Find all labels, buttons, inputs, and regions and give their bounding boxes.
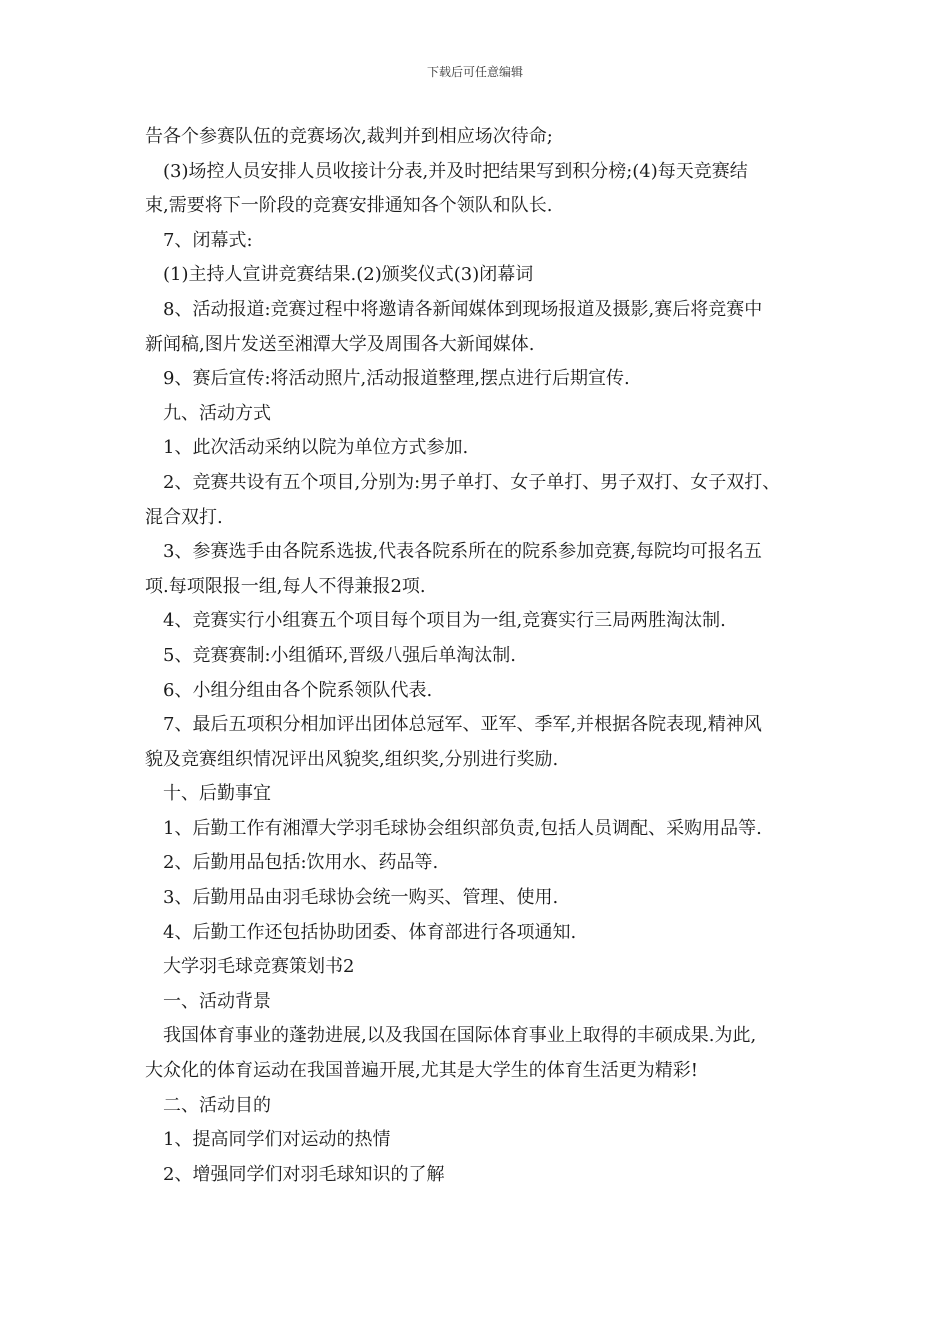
text-line: 混合双打.: [145, 506, 223, 528]
text-line: 1、此次活动采纳以院为单位方式参加.: [163, 437, 469, 459]
text-line: 3、后勤用品由羽毛球协会统一购买、管理、使用.: [163, 887, 559, 909]
text-line: 告各个参赛队伍的竞赛场次,裁判并到相应场次待命;: [145, 126, 553, 147]
text-line: 我国体育事业的蓬勃进展,以及我国在国际体育事业上取得的丰硕成果.为此,: [163, 1025, 757, 1047]
document-body: [145, 120, 825, 1192]
text-line: 5、竞赛赛制:小组循环,晋级八强后单淘汰制.: [163, 644, 516, 666]
text-line: 7、最后五项积分相加评出团体总冠军、亚军、季军,并根据各院表现,精神风: [163, 714, 762, 736]
text-line: 9、赛后宣传:将活动照片,活动报道整理,摆点进行后期宣传.: [163, 368, 630, 390]
text-line: 新闻稿,图片发送至湘潭大学及周围各大新闻媒体.: [145, 333, 535, 355]
text-line: 8、活动报道:竞赛过程中将邀请各新闻媒体到现场报道及摄影,赛后将竞赛中: [163, 298, 763, 320]
text-line: 2、增强同学们对羽毛球知识的了解: [163, 1163, 445, 1185]
text-line: 十、后勤事宜: [163, 783, 271, 805]
text-line: 7、闭幕式:: [163, 229, 253, 251]
text-line: 3、参赛选手由各院系选拔,代表各院系所在的院系参加竞赛,每院均可报名五: [163, 541, 762, 563]
text-line: 4、后勤工作还包括协助团委、体育部进行各项通知.: [163, 921, 577, 943]
text-line: 一、活动背景: [163, 990, 271, 1012]
text-line: 2、竞赛共设有五个项目,分别为:男子单打、女子单打、男子双打、女子双打、: [163, 471, 781, 493]
text-line: (1)主持人宣讲竞赛结果.(2)颁奖仪式(3)闭幕词: [163, 264, 534, 286]
text-line: 貌及竞赛组织情况评出风貌奖,组织奖,分别进行奖励.: [145, 748, 559, 770]
text-line: 项.每项限报一组,每人不得兼报2项.: [145, 575, 426, 597]
text-line: (3)场控人员安排人员收接计分表,并及时把结果写到积分榜;(4)每天竞赛结: [163, 160, 748, 182]
text-line: 6、小组分组由各个院系领队代表.: [163, 679, 433, 701]
text-line: 二、活动目的: [163, 1094, 271, 1116]
text-line: 1、提高同学们对运动的热情: [163, 1129, 391, 1151]
text-line: 九、活动方式: [163, 402, 271, 424]
text-line: 1、后勤工作有湘潭大学羽毛球协会组织部负责,包括人员调配、采购用品等.: [163, 817, 762, 839]
text-line: 2、后勤用品包括:饮用水、药品等.: [163, 852, 439, 874]
text-line: 束,需要将下一阶段的竞赛安排通知各个领队和队长.: [145, 195, 553, 217]
text-line: 大众化的体育运动在我国普遍开展,尤其是大学生的体育生活更为精彩!: [145, 1060, 698, 1082]
page-header: 下载后可任意编辑: [426, 65, 523, 79]
text-line: 4、竞赛实行小组赛五个项目每个项目为一组,竞赛实行三局两胜淘汰制.: [163, 610, 726, 632]
text-line: 大学羽毛球竞赛策划书2: [163, 956, 355, 978]
